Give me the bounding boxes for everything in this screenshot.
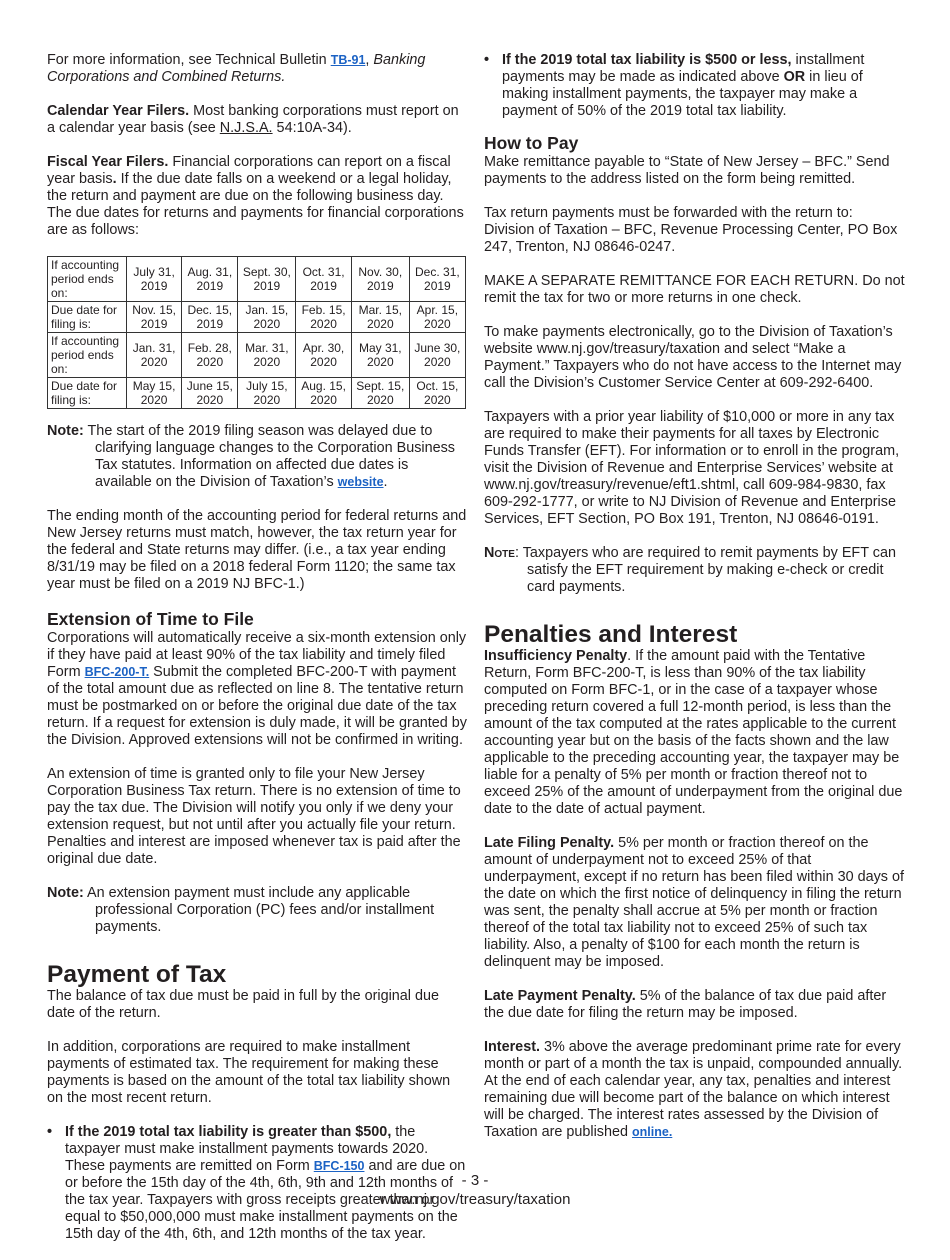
lead: If the 2019 total tax liability is greater than $500, — [65, 1124, 392, 1140]
date-cell: Oct. 31, 2019 — [296, 257, 352, 302]
electronic-payment-paragraph: To make payments electronically, go to the Division of Taxation’s website www.nj.gov/treasury/taxation and select “Make a Payment.” Taxpayers who do not have access to the Internet may call the Division’s Customer Service Center at 609-292-6400. — [484, 324, 902, 391]
calendar-year-paragraph — [47, 103, 467, 137]
text: An extension payment must include any applicable professional Corporation (PC) fees and/or installment payments. — [83, 885, 435, 935]
text: . — [383, 474, 388, 490]
text: Corporations will automatically receive a six-month extension only if they have paid at least 90% of the tax liability and timely filed Form — [47, 630, 467, 680]
date-cell: Sept. 15, 2020 — [351, 378, 409, 409]
remittance-paragraph: Make remittance payable to “State of New Jersey – BFC.” Send payments to the address listed on the form being remitted. — [484, 154, 890, 187]
table-row — [48, 378, 466, 409]
date-cell: May 31, 2020 — [351, 333, 409, 378]
online-link[interactable]: online. — [632, 1125, 673, 1139]
tb-91-link[interactable]: TB-91 — [330, 53, 366, 67]
balance-paragraph: The balance of tax due must be paid in full by the original due date of the return. — [47, 988, 439, 1021]
text: in lieu of making installment payments, the taxpayer may make a payment of 50% of the 2019 total tax liability. — [502, 69, 863, 119]
penalties-heading: Penalties and Interest — [484, 621, 738, 648]
date-cell: Sept. 30, 2019 — [238, 257, 296, 302]
text: and are due on or before the 15th day of the 4th, 6th, 9th and 12th months of the tax year. Taxpayers with gross receipts greater than or equal to $50,000,000 must make installment payments on the 15th day of the 4th, 6th, and 12th months of the tax year. — [65, 1158, 466, 1242]
footer-url: www.nj.gov/treasury/taxation — [379, 1191, 571, 1208]
lead: Late Filing Penalty. — [484, 835, 615, 851]
lead: If the 2019 total tax liability is $500 or less, — [502, 52, 792, 68]
eft-paragraph: Taxpayers with a prior year liability of $10,000 or more in any tax are required to make their payments for all taxes by Electronic Funds Transfer (EFT). For information or to enroll in the program, visit the Division of Revenue and Enterprise Services’ website at www.nj.gov/treasury/revenue/eft1.shtml, call 609-984-9830, fax 609-292-1777, or write to NJ Division of Revenue and Enterprise Services, EFT Section, PO Box 191, Trenton, NJ 08646-0191. — [484, 409, 900, 527]
lead: Fiscal Year Filers. — [47, 154, 169, 170]
date-cell: Dec. 15, 2019 — [182, 302, 238, 333]
note-label: Note — [484, 545, 515, 561]
separate-remittance-paragraph: MAKE A SEPARATE REMITTANCE FOR EACH RETURN. Do not remit the tax for two or more returns in one check. — [484, 273, 905, 306]
bfc-150-link[interactable]: BFC-150 — [313, 1159, 365, 1173]
table-row — [48, 333, 466, 378]
tb91-paragraph — [47, 52, 467, 86]
text: Most banking corporations must report on a calendar year basis (see — [47, 103, 459, 136]
table-row — [48, 257, 466, 302]
table-row — [48, 302, 466, 333]
text: For more information, see Technical Bulletin — [47, 52, 331, 68]
forward-paragraph: Tax return payments must be forwarded with the return to: Division of Taxation – BFC, Revenue Processing Center, PO Box 247, Trenton, NJ 08646-0247. — [484, 205, 898, 255]
row-label-cell: Due date for filing is: — [48, 302, 127, 333]
date-cell: Feb. 15, 2020 — [296, 302, 352, 333]
right-column — [484, 52, 906, 1158]
date-cell: Oct. 15, 2020 — [409, 378, 465, 409]
insufficiency-penalty-paragraph — [484, 648, 906, 818]
fiscal-year-paragraph — [47, 154, 467, 239]
extension-paragraph — [47, 630, 467, 749]
date-cell: Mar. 15, 2020 — [351, 302, 409, 333]
njsa-ref: N.J.S.A. — [219, 120, 273, 136]
note-eft — [484, 545, 906, 596]
extension-only-paragraph: An extension of time is granted only to file your New Jersey Corporation Business Tax return. There is no extension of time to pay the tax due. The Division will notify you only if we deny your extension request, but not until after you actually file your return. Penalties and interest are imposed whenever tax is paid after the original due date. — [47, 766, 461, 867]
date-cell: May 15, 2020 — [127, 378, 182, 409]
row-label-cell: If accounting period ends on: — [48, 333, 127, 378]
text: Submit the completed BFC-200-T with payment of the total amount due as reflected on line 8. The tentative return must be postmarked on or before the original due date of the tax return. If a request for extension is duly made, it will be granted by the Division. Approved extensions will not be confirmed in writing. — [47, 664, 467, 748]
page-footer — [0, 1171, 950, 1209]
left-column — [47, 52, 467, 1260]
bullet-500-or-less — [484, 52, 906, 120]
text: . If the amount paid with the Tentative Return, Form BFC-200-T, is less than 90% of the tax liability computed on Form BFC-1, or in the case of a taxpayer whose preceding return covered a full 12-month period, is less than the amount of the tax computed at the rates applicable to the current accounting year but on the basis of the facts shown and the law applicable to the preceding accounting year, the taxpayer may be liable for a penalty of 5% per month or fraction thereof not to exceed 25% of the amount of underpayment from the original due date to the date of actual payment. — [484, 648, 903, 817]
text: 3% above the average predominant prime rate for every month or part of a month the tax is unpaid, compounded annually. At the end of each calendar year, any tax, penalties and interest remaining due will become part of the balance on which interest will be charged. The interest rates assessed by the Division of Taxation are published — [484, 1039, 903, 1140]
text: installment payments may be made as indicated above — [502, 52, 865, 85]
text: If the due date falls on a weekend or a legal holiday, the return and payment are due on the following business day. The due dates for returns and payments for financial corporations are as follows: — [47, 171, 464, 238]
payment-of-tax-heading: Payment of Tax — [47, 961, 227, 988]
note-label: Note: — [47, 423, 84, 439]
bfc-200-t-link[interactable]: BFC-200-T. — [84, 665, 150, 679]
row-label-cell: Due date for filing is: — [48, 378, 127, 409]
bullet-icon: • — [47, 1124, 53, 1140]
date-cell: Jan. 15, 2020 — [238, 302, 296, 333]
bulletin-title: Banking Corporations and Combined Returns. — [47, 52, 426, 85]
installment-paragraph: In addition, corporations are required to make installment payments of estimated tax. The requirement for making these payments is based on the amount of the total tax liability shown on the most recent return. — [47, 1039, 451, 1106]
late-payment-paragraph — [484, 988, 906, 1022]
note-extension-payment — [47, 885, 467, 936]
extension-heading: Extension of Time to File — [47, 609, 254, 629]
date-cell: June 15, 2020 — [182, 378, 238, 409]
text: Taxpayers who are required to remit payments by EFT can satisfy the EFT requirement by making e-check or credit card payments. — [518, 545, 896, 595]
text: 5% of the balance of tax due paid after the due date for filing the return may be imposed. — [484, 988, 887, 1021]
date-cell: Dec. 31, 2019 — [409, 257, 465, 302]
date-cell: Apr. 30, 2020 — [296, 333, 352, 378]
late-filing-paragraph — [484, 835, 906, 971]
date-cell: Apr. 15, 2020 — [409, 302, 465, 333]
bullet-icon: • — [484, 52, 490, 68]
row-label-cell: If accounting period ends on: — [48, 257, 127, 302]
due-date-table — [47, 256, 466, 409]
text: 5% per month or fraction thereof on the amount of underpayment not to exceed 25% of that underpayment, except if no return has been filed within 30 days of the date on which the first notice of delinquency in filing the return was sent, the penalty shall accrue at 5% per month or fraction thereof of the total tax liability not to exceed 25% of such tax liability. Also, a penalty of $100 for each month the return is delinquent may be imposed. — [484, 835, 904, 970]
interest-paragraph — [484, 1039, 906, 1141]
lead: Calendar Year Filers. — [47, 103, 190, 119]
note-filing-season — [47, 423, 467, 491]
date-cell: July 31, 2019 — [127, 257, 182, 302]
date-cell: Aug. 15, 2020 — [296, 378, 352, 409]
how-to-pay-heading: How to Pay — [484, 133, 579, 153]
website-link[interactable]: website — [337, 475, 384, 489]
date-cell: Jan. 31, 2020 — [127, 333, 182, 378]
date-cell: Feb. 28, 2020 — [182, 333, 238, 378]
text: The start of the 2019 filing season was delayed due to clarifying language changes to the Corporation Business Tax statutes. Information on affected due dates is available on the Division of Taxation’s — [83, 423, 455, 490]
text: the taxpayer must make installment payments towards 2020. These payments are remitted on Form — [65, 1124, 429, 1174]
lead: Late Payment Penalty. — [484, 988, 636, 1004]
page-number: - 3 - — [461, 1172, 489, 1189]
lead: Insufficiency Penalty — [484, 648, 628, 664]
note-label: Note: — [47, 885, 84, 901]
or: OR — [783, 69, 806, 85]
text: Financial corporations can report on a fiscal year basis — [47, 154, 451, 187]
lead: Interest. — [484, 1039, 540, 1055]
accounting-period-paragraph: The ending month of the accounting period for federal returns and New Jersey returns must match, however, the tax return year for the federal and State returns may differ. (i.e., a tax year ending 8/31/19 may be filed on a 2018 federal Form 1120; the same tax year must be filed on a 2019 NJ BFC-1.) — [47, 508, 467, 592]
date-cell: Aug. 31, 2019 — [182, 257, 238, 302]
date-cell: Mar. 31, 2020 — [238, 333, 296, 378]
date-cell: June 30, 2020 — [409, 333, 465, 378]
text: . — [112, 171, 117, 187]
date-cell: Nov. 15, 2019 — [127, 302, 182, 333]
text: 54:10A-34). — [272, 120, 352, 136]
text: : — [514, 545, 519, 561]
date-cell: July 15, 2020 — [238, 378, 296, 409]
text: , — [365, 52, 374, 68]
date-cell: Nov. 30, 2019 — [351, 257, 409, 302]
